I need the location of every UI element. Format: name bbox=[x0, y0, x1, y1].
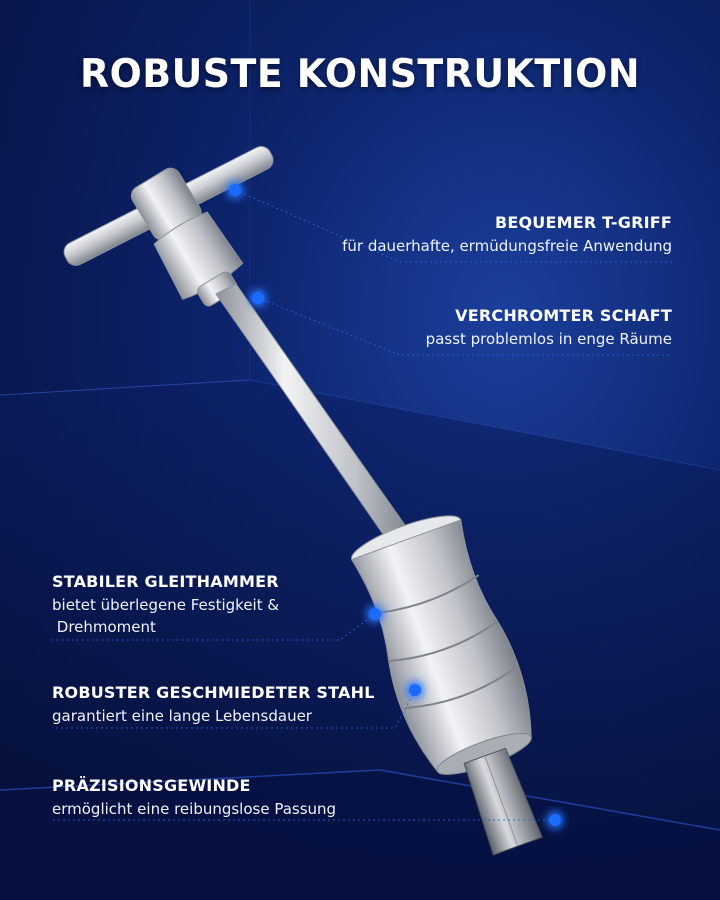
feature-forged-steel bbox=[52, 683, 412, 727]
callout-dot-t-handle bbox=[229, 184, 241, 196]
callout-dot-hammer bbox=[369, 608, 381, 620]
feature-heading: BEQUEMER T-GRIFF bbox=[494, 213, 672, 232]
feature-text-line1: bietet überlegene Festigkeit & bbox=[52, 596, 280, 614]
page-title: ROBUSTE KONSTRUKTION bbox=[80, 52, 640, 97]
feature-precision-thread bbox=[52, 776, 412, 820]
feature-text: garantiert eine lange Lebensdauer bbox=[52, 707, 312, 725]
feature-text: ermöglicht eine reibungslose Passung bbox=[52, 800, 337, 818]
feature-text: für dauerhafte, ermüdungsfreie Anwendung bbox=[342, 237, 672, 255]
callout-dot-shaft bbox=[252, 292, 264, 304]
feature-heading: VERCHROMTER SCHAFT bbox=[455, 306, 672, 325]
feature-text-line2: Drehmoment bbox=[52, 618, 156, 636]
feature-text bbox=[52, 594, 352, 638]
callout-dot-thread bbox=[549, 814, 561, 826]
feature-slide-hammer bbox=[52, 572, 352, 638]
feature-heading: STABILER GLEITHAMMER bbox=[52, 572, 279, 591]
feature-heading: ROBUSTER GESCHMIEDETER STAHL bbox=[52, 683, 375, 702]
feature-heading: PRÄZISIONSGEWINDE bbox=[52, 776, 251, 795]
feature-shaft bbox=[252, 306, 672, 350]
feature-t-handle bbox=[252, 213, 672, 257]
feature-text: passt problemlos in enge Räume bbox=[425, 330, 672, 348]
